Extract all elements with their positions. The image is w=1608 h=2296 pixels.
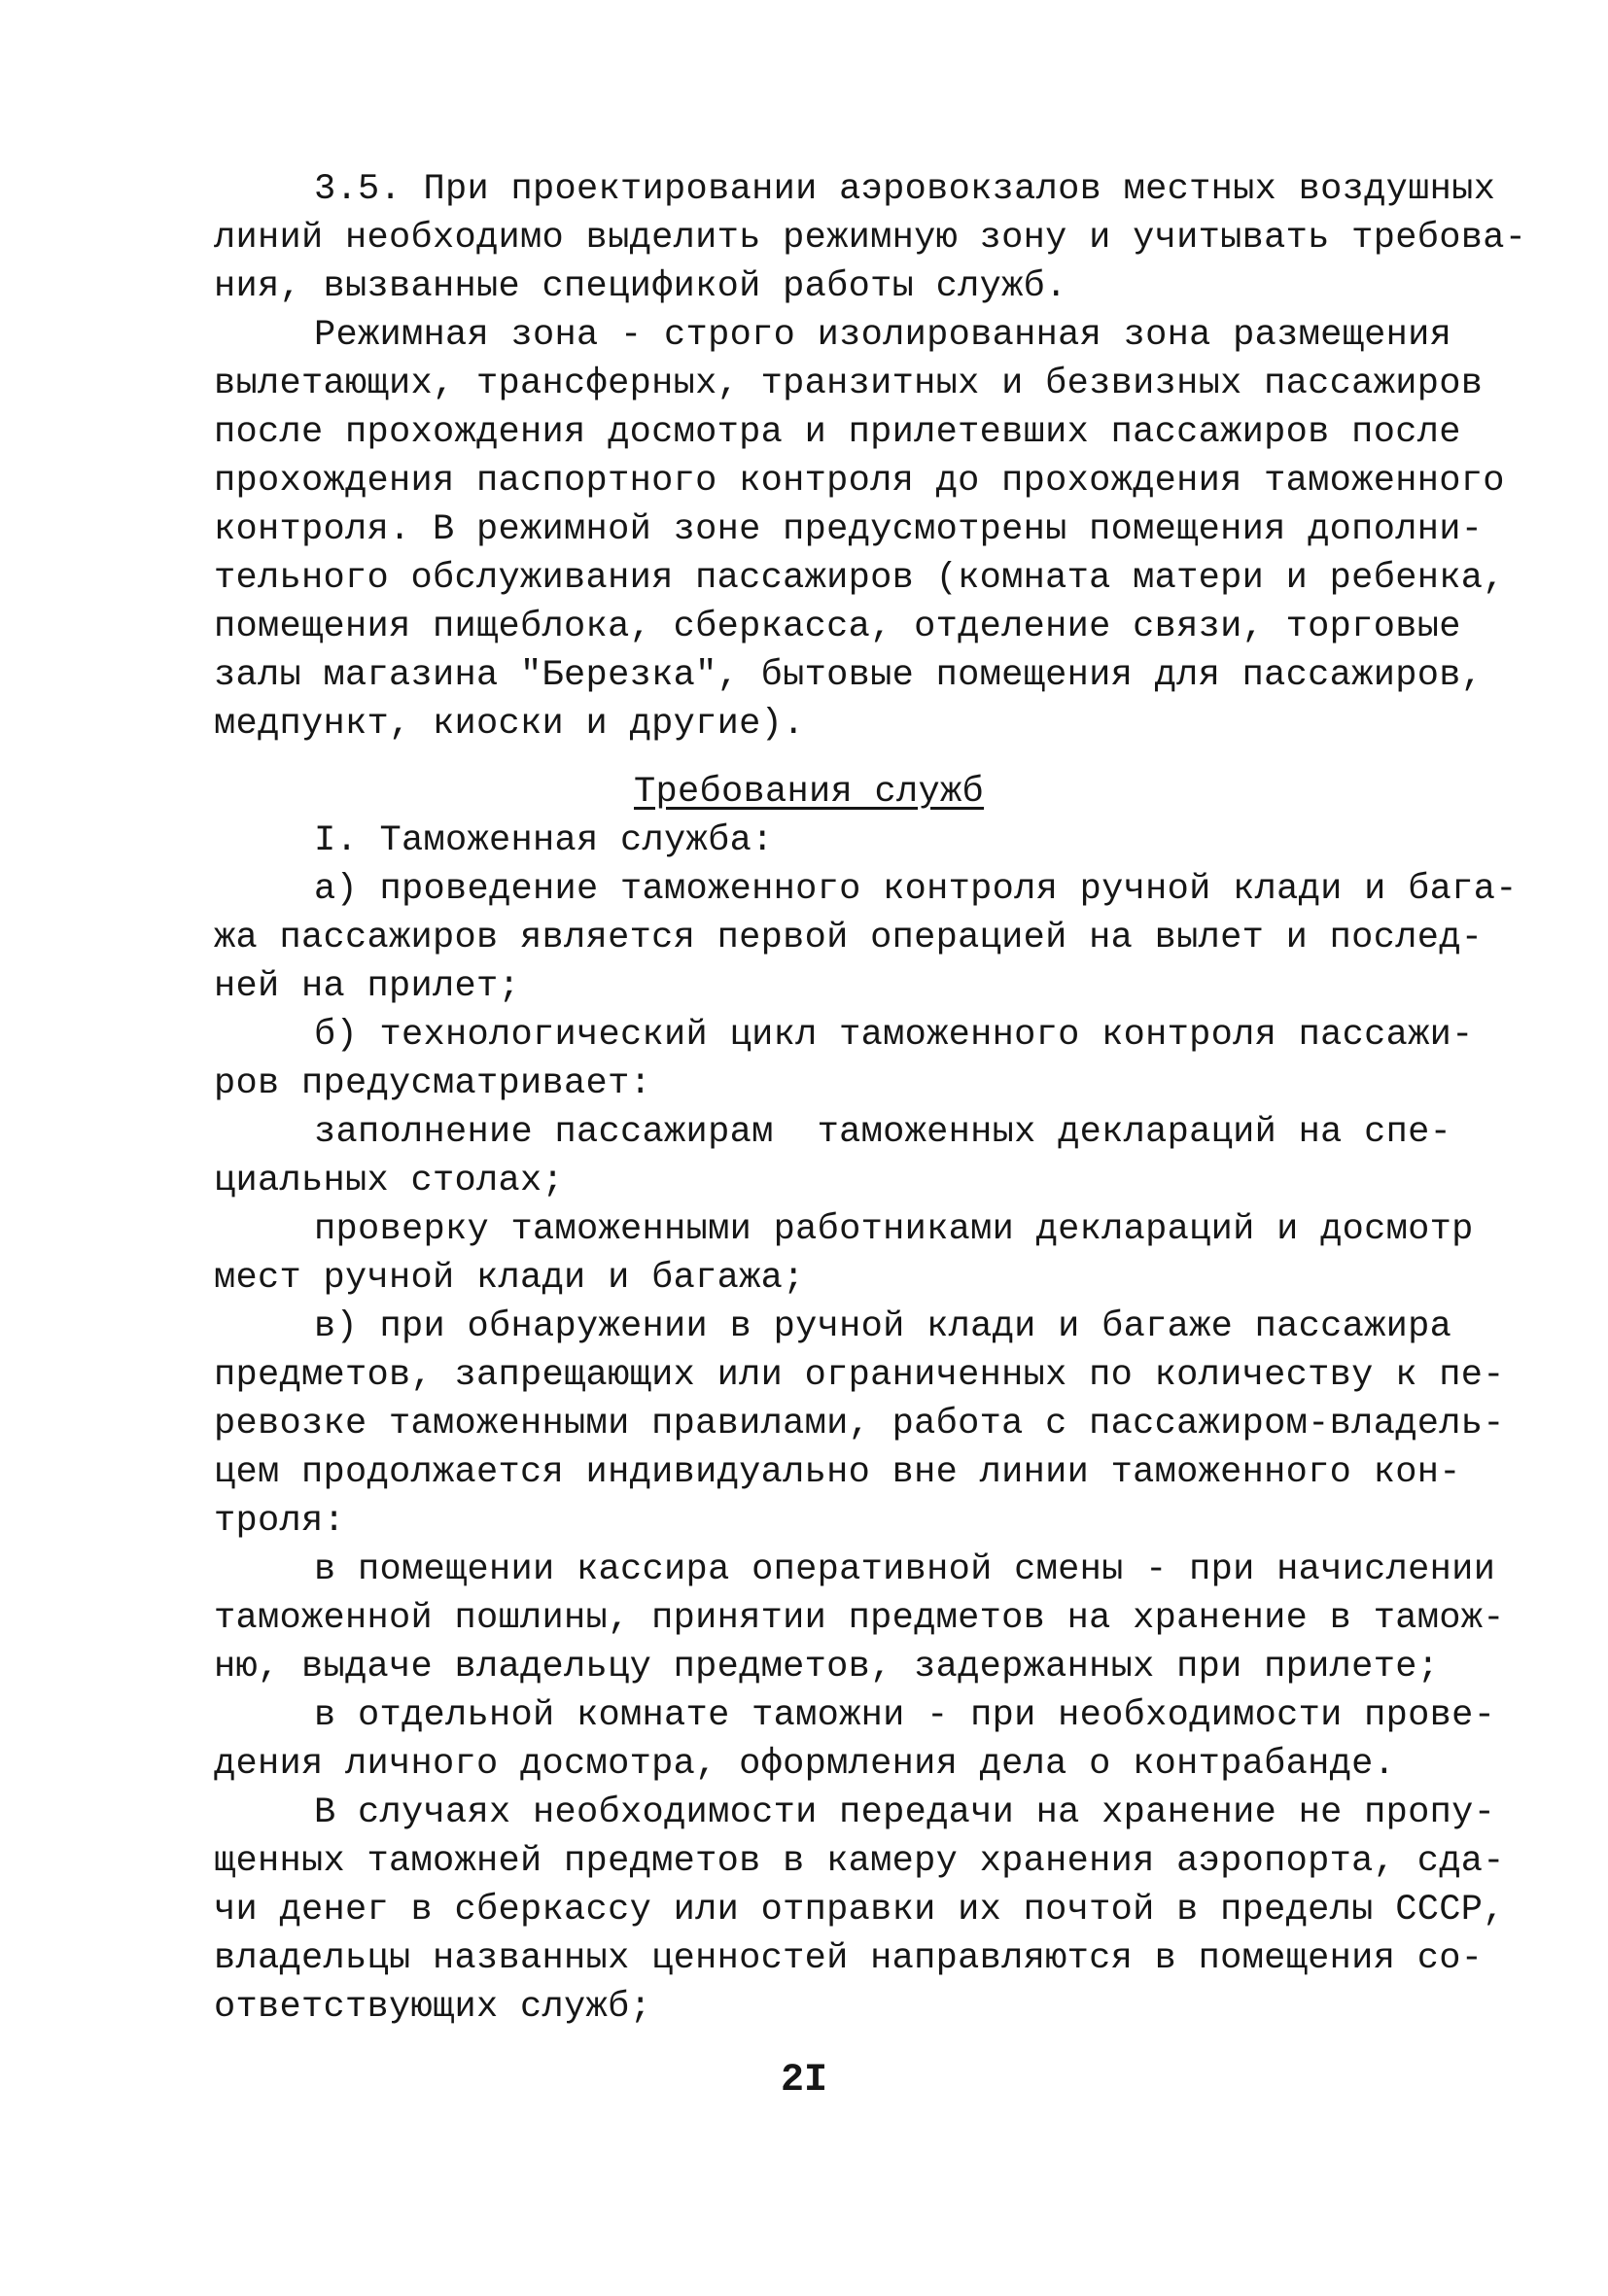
text-line: таможенной пошлины, принятии предметов на хранение в тамож- (214, 1598, 1505, 1639)
text-line: ров предусматривает: (214, 1063, 652, 1104)
section-heading-text: Требования служб (634, 772, 985, 813)
text-line: линий необходимо выделить режимную зону и учитывать требова- (214, 218, 1527, 259)
text-line: в) при обнаружении в ручной клади и багаже пассажира (314, 1306, 1452, 1347)
text-line: щенных таможней предметов в камеру хранения аэропорта, сда- (214, 1841, 1505, 1882)
text-line: предметов, запрещающих или ограниченных по количеству к пе- (214, 1355, 1505, 1396)
page-number: 2I (780, 2059, 827, 2103)
document-body (214, 165, 1527, 2032)
text-line: жа пассажиров является первой операцией на вылет и послед- (214, 918, 1484, 958)
text-line: вылетающих, трансферных, транзитных и безвизных пассажиров (214, 364, 1484, 404)
text-line: залы магазина "Березка", бытовые помещения для пассажиров, (214, 655, 1484, 696)
text-line: а) проведение таможенного контроля ручной клади и бага- (314, 869, 1518, 910)
text-line: заполнение пассажирам таможенных деклараций на спе- (314, 1112, 1452, 1153)
text-line: циальных столах; (214, 1161, 565, 1201)
text-line: помещения пищеблока, сберкасса, отделение связи, торговые (214, 607, 1461, 647)
text-line: владельцы названных ценностей направляются в помещения со- (214, 1938, 1484, 1979)
text-line: прохождения паспортного контроля до прохождения таможенного (214, 461, 1505, 502)
text-line: цем продолжается индивидуально вне линии таможенного кон- (214, 1452, 1461, 1493)
text-line: тельного обслуживания пассажиров (комната матери и ребенка, (214, 558, 1505, 599)
text-line: ния, вызванные спецификой работы служб. (214, 266, 1067, 307)
text-line: 3.5. При проектировании аэровокзалов местных воздушных (314, 169, 1496, 210)
text-line: В случаях необходимости передачи на хранение не пропу- (314, 1792, 1496, 1833)
text-line: дения личного досмотра, оформления дела о контрабанде. (214, 1744, 1396, 1785)
text-line: мест ручной клади и багажа; (214, 1258, 805, 1299)
text-line: чи денег в сберкассу или отправки их почтой в пределы СССР, (214, 1890, 1505, 1931)
text-line: проверку таможенными работниками деклараций и досмотр (314, 1209, 1474, 1250)
text-line: в помещении кассира оперативной смены - при начислении (314, 1549, 1496, 1590)
text-line: медпункт, киоски и другие). (214, 704, 805, 745)
text-line: ревозке таможенными правилами, работа с пассажиром-владель- (214, 1404, 1505, 1444)
text-line: ню, выдаче владельцу предметов, задержанных при прилете; (214, 1647, 1440, 1687)
text-line: в отдельной комнате таможни - при необходимости прове- (314, 1695, 1496, 1736)
text-line: ней на прилет; (214, 966, 521, 1007)
text-line: I. Таможенная служба: (314, 820, 774, 861)
text-line: б) технологический цикл таможенного контроля пассажи- (314, 1015, 1474, 1056)
text-line: ответствующих служб; (214, 1987, 652, 2028)
text-line: контроля. В режимной зоне предусмотрены помещения дополни- (214, 509, 1484, 550)
text-line: после прохождения досмотра и прилетевших пассажиров после (214, 412, 1461, 453)
text-line: троля: (214, 1501, 346, 1542)
section-heading (214, 768, 1419, 817)
text-line: Режимная зона - строго изолированная зона размещения (314, 315, 1452, 356)
